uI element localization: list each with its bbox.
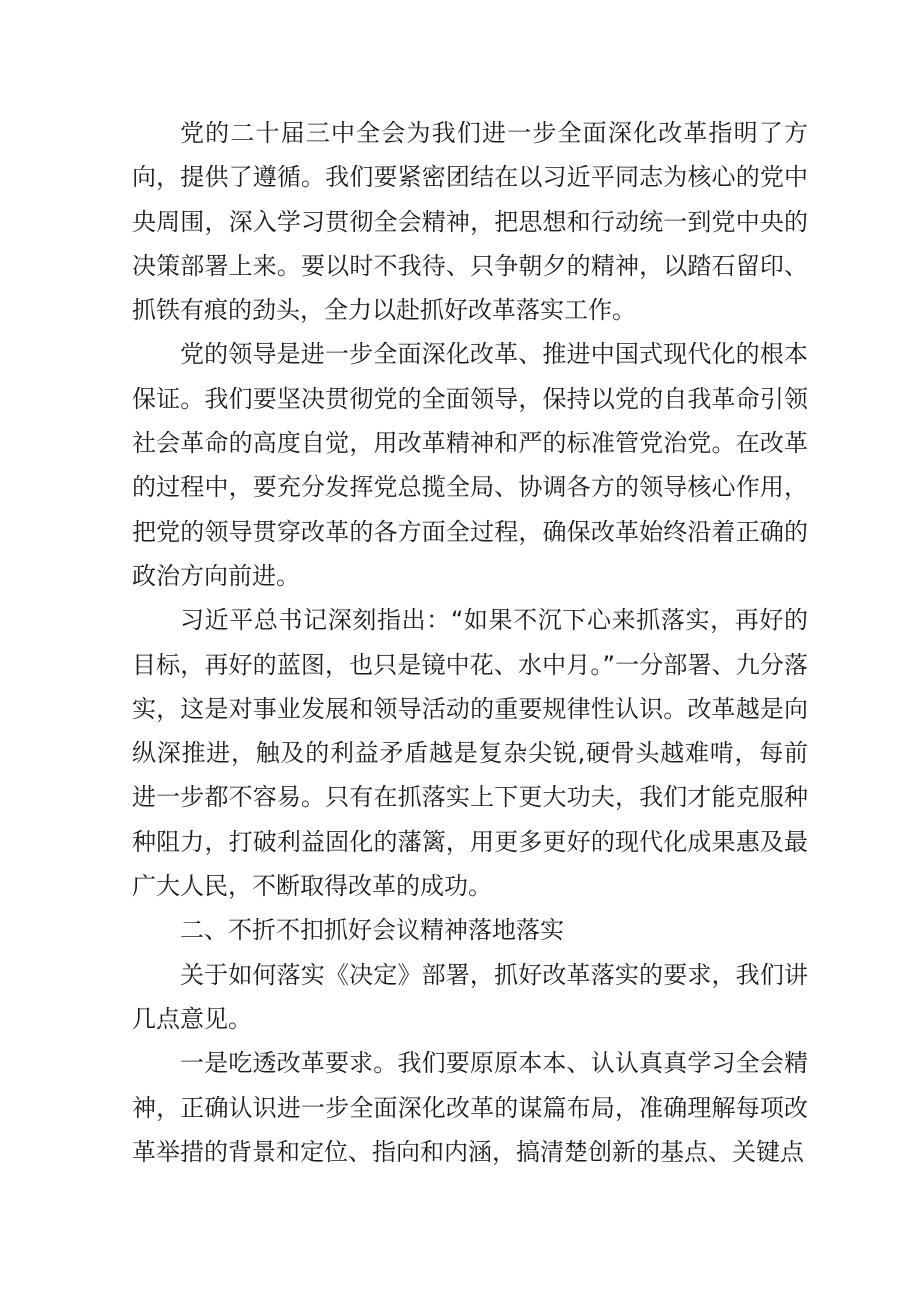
- section-heading: 二、不折不扣抓好会议精神落地落实: [180, 916, 564, 945]
- section-paragraph-2: 一是吃透改革要求。我们要原原本本、认认真真学习全会精神，正确认识进一步全面深化改革的谋篇布局，准确理解每项改革举措的背景和定位、指向和内涵，搞清楚创新的基点、关键点: [132, 1049, 808, 1166]
- paragraph-2: 党的领导是进一步全面深化改革、推进中国式现代化的根本保证。我们要坚决贯彻党的全面领导，保持以党的自我革命引领社会革命的高度自觉，用改革精神和严的标准管党治党。在改革的过程中，要充分发挥党总揽全局、协调各方的领导核心作用，把党的领导贯穿改革的各方面全过程，确保改革始终沿着正确的政治方向前进。: [132, 340, 808, 590]
- section-paragraph-1: 关于如何落实《决定》部署，抓好改革落实的要求，我们讲几点意见。: [132, 960, 808, 1033]
- paragraph-3: 习近平总书记深刻指出：“如果不沉下心来抓落实，再好的目标，再好的蓝图，也只是镜中花、水中月。”一分部署、九分落实，这是对事业发展和领导活动的重要规律性认识。改革越是向纵深推进，触及的利益矛盾越是复杂尖锐,硬骨头越难啃，每前进一步都不容易。只有在抓落实上下更大功夫，我们才能克服种种阻力，打破利益固化的藩篱，用更多更好的现代化成果惠及最广大人民，不断取得改革的成功。: [132, 606, 808, 901]
- document-body: [132, 111, 808, 1174]
- paragraph-1: 党的二十届三中全会为我们进一步全面深化改革指明了方向，提供了遵循。我们要紧密团结在以习近平同志为核心的党中央周围，深入学习贯彻全会精神，把思想和行动统一到党中央的决策部署上来。要以时不我待、只争朝夕的精神，以踏石留印、抓铁有痕的劲头，全力以赴抓好改革落实工作。: [132, 119, 808, 325]
